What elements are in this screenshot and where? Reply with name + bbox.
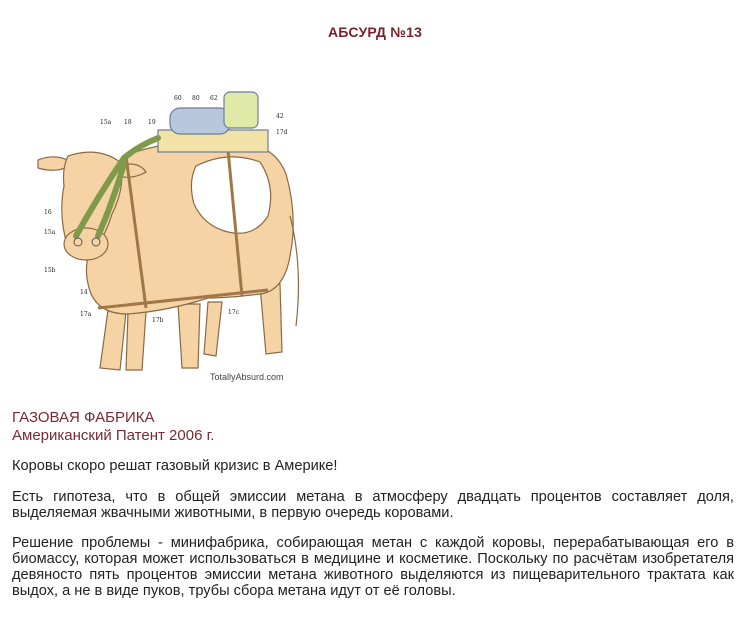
gas-tank-cap (224, 92, 258, 128)
label-18: 18 (124, 119, 132, 126)
label-14: 14 (80, 289, 88, 296)
gas-tank (170, 108, 230, 134)
cow-patent-illustration (28, 86, 328, 386)
front-left-leg (100, 310, 126, 370)
front-right-leg (126, 312, 146, 370)
label-60: 60 (174, 95, 182, 102)
label-17d: 17d (276, 129, 288, 136)
label-15b: 15b (44, 267, 56, 274)
label-17b: 17b (152, 317, 164, 324)
label-15a: 15a (44, 229, 56, 236)
patent-line: Американский Патент 2006 г. (12, 427, 215, 444)
label-17c: 17c (228, 309, 239, 316)
watermark: TotallyAbsurd.com (210, 372, 284, 382)
page-title: АБСУРД №13 (327, 24, 423, 40)
label-16: 16 (44, 209, 52, 216)
nostril-right (92, 238, 100, 246)
label-42: 42 (276, 113, 284, 120)
article-heading: ГАЗОВАЯ ФАБРИКА (12, 409, 155, 426)
nostril-left (74, 238, 82, 246)
hind-left-leg (178, 304, 200, 368)
paragraph-intro: Коровы скоро решат газовый кризис в Америке! (12, 458, 338, 474)
label-62: 62 (210, 95, 218, 102)
hind-far-leg (260, 284, 282, 354)
label-19: 19 (148, 119, 156, 126)
label-80: 80 (192, 95, 200, 102)
label-15a-top: 15a (100, 119, 112, 126)
paragraph-hypothesis: Есть гипотеза, что в общей эмиссии метана в атмосферу двадцать процентов составляет доля, выделяемая жвачными животными, в первую очередь коровами. (12, 489, 734, 521)
label-17a: 17a (80, 311, 92, 318)
paragraph-solution: Решение проблемы - минифабрика, собирающая метан с каждой коровы, перерабатывающая его в биомассу, которая может использоваться в медицине и косметике. Поскольку по расчётам изобретателя девяносто пять процентов эмиссии метана животного выделяются из пищеварительного трактата как выдох, а не в виде пуков, трубы сбора метана идут от её головы. (12, 535, 734, 599)
hind-right-leg (204, 302, 222, 356)
